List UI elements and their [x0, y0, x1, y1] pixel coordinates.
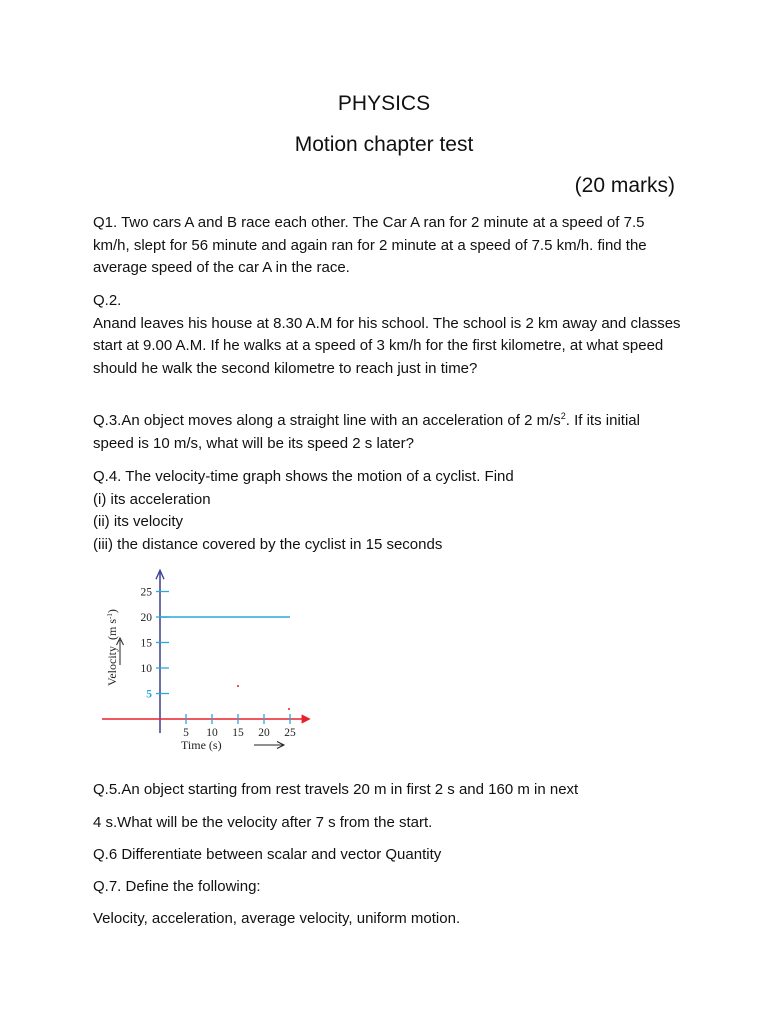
question-4-part-i: (i) its acceleration — [93, 490, 211, 508]
y-axis-label-unit-sup: -1 — [106, 613, 114, 619]
graph-ticks — [141, 587, 297, 740]
stray-mark-dot — [288, 708, 290, 710]
subject-heading: PHYSICS — [337, 92, 431, 115]
question-2-label: Q.2. — [93, 292, 122, 309]
graph-axes — [102, 570, 310, 733]
y-tick-label: 15 — [140, 637, 152, 650]
x-tick-label: 20 — [258, 727, 270, 739]
x-axis-arrowhead — [302, 715, 310, 723]
question-7-text: Q.7. Define the following: — [93, 878, 261, 895]
question-4-part-ii: (ii) its velocity — [93, 513, 184, 530]
y-axis-label-unit-close: ) — [105, 609, 119, 614]
question-7 — [93, 876, 683, 899]
x-tick-label: 25 — [284, 727, 296, 739]
x-tick-label: 5 — [183, 727, 189, 739]
question-6-text: Q.6 Differentiate between scalar and vector Quantity — [93, 846, 442, 863]
question-3 — [93, 410, 683, 455]
question-5 — [93, 779, 683, 802]
question-6 — [93, 844, 683, 867]
question-7-list — [93, 908, 683, 931]
y-tick-label: 10 — [140, 663, 152, 675]
question-5-text-a: Q.5.An object starting from rest travels 20 m in first 2 s and 160 m in next — [93, 781, 579, 798]
question-7-terms: Velocity, acceleration, average velocity, uniform motion. — [93, 910, 461, 927]
question-1 — [93, 212, 683, 280]
y-tick-label: 25 — [140, 586, 152, 599]
y-tick-label: 5 — [146, 688, 152, 701]
question-5-continued — [93, 812, 683, 835]
stray-mark-dot — [237, 685, 239, 687]
y-axis-label-text: Velocity — [105, 646, 119, 686]
question-1-text: Q1. Two cars A and B race each other. The Car A ran for 2 minute at a speed of 7.5 km/h, slept for 56 minute and again ran for 2 minute at a speed of 7.5 km/h. find the average speed of the car A in the race. — [93, 214, 647, 276]
question-5-text-b: 4 s.What will be the velocity after 7 s from the start. — [93, 814, 433, 831]
x-axis-label: Time (s) — [181, 738, 222, 752]
question-2 — [93, 290, 683, 380]
total-marks: (20 marks) — [574, 174, 675, 197]
y-axis-label — [105, 609, 119, 686]
x-tick-label: 10 — [206, 727, 218, 739]
question-3-superscript: 2 — [560, 411, 566, 421]
question-4-part-iii: (iii) the distance covered by the cyclist in 15 seconds — [93, 535, 443, 553]
question-4-text: Q.4. The velocity-time graph shows the motion of a cyclist. Find — [93, 468, 514, 485]
question-3-text — [93, 410, 683, 455]
velocity-time-graph — [92, 558, 332, 758]
x-tick-label: 15 — [232, 727, 244, 739]
y-axis-label-unit: (m s — [105, 619, 119, 640]
question-3-text-a: Q.3.An object moves along a straight line with an acceleration of 2 m/s — [93, 412, 561, 429]
y-tick-label: 20 — [140, 612, 152, 624]
test-title: Motion chapter test — [294, 133, 474, 156]
question-2-text: Anand leaves his house at 8.30 A.M for his school. The school is 2 km away and classes start at 9.00 A.M. If he walks at a speed of 3 km/h for the first kilometre, at what speed should he walk the second kilometre to reach just in time? — [93, 314, 681, 377]
question-3-text-b: . If its initial speed is 10 m/s, what will be its speed 2 s later? — [93, 412, 640, 452]
question-4 — [93, 466, 683, 556]
